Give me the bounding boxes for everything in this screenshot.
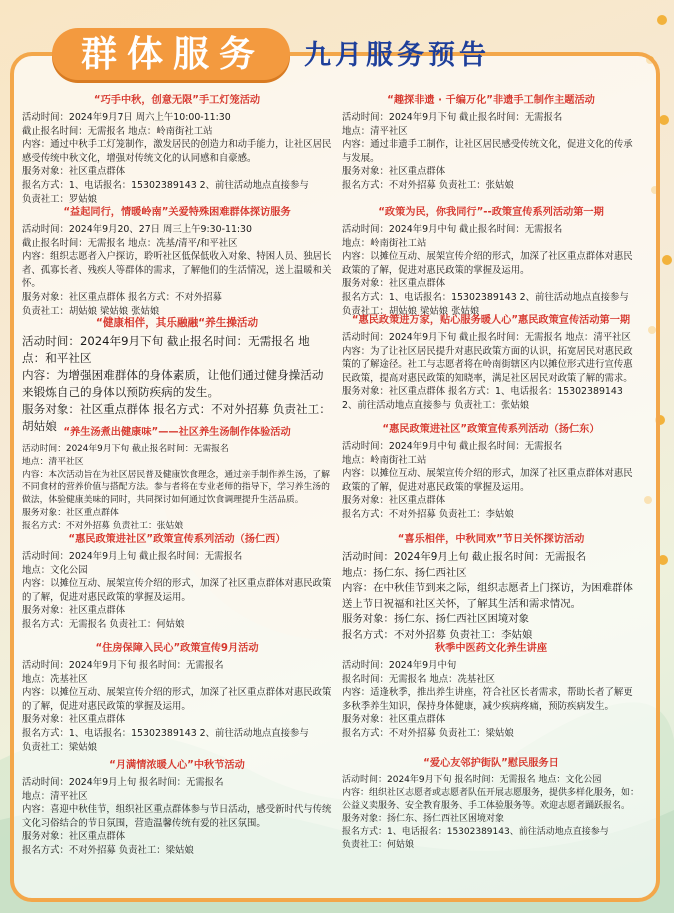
event-card: [22, 641, 332, 754]
event-line: 内容：以摊位互动、展架宣传介绍的形式，加深了社区重点群体对惠民政策的了解，促进对惠民政策的掌握及运用。: [342, 251, 633, 276]
event-card: [342, 205, 640, 318]
event-card: [342, 313, 640, 413]
event-title: “住房保障入民心”政策宣传9月活动: [95, 643, 259, 654]
event-line: 报名方式：不对外招募 负责社工：李姑娘: [342, 508, 514, 520]
event-line: 地点：岭南街社工站: [342, 454, 427, 466]
event-card: [22, 758, 332, 858]
event-line: 地点：清平社区: [342, 125, 408, 137]
event-card: [22, 425, 332, 533]
event-line: 报名方式：1、电话报名：15302389143 2、前往活动地点直接参与: [342, 291, 629, 303]
event-line: 负责社工：何姑娘: [342, 840, 415, 850]
event-line: 地点：清平社区: [22, 456, 84, 467]
event-title: “月满情浓暖人心”中秋节活动: [109, 760, 245, 771]
event-title: “健康相伴，其乐融融“养生操活动: [95, 317, 259, 329]
event-title: “益起同行，情暖岭南”关爱特殊困难群体探访服务: [63, 207, 291, 218]
event-line: 地点：扬仁东、扬仁西社区: [342, 566, 467, 579]
event-line: 报名方式：不对外招募 负责社工：梁姑娘: [342, 727, 514, 739]
event-line: 服务对象：社区重点群体: [342, 166, 446, 178]
event-line: 报名时间：无需报名 地点：冼基社区: [342, 673, 495, 685]
event-line: 活动时间：2024年9月下旬 截止报名时间：无需报名: [22, 444, 229, 454]
event-line: 活动时间：2024年9月下旬 报名时间：无需报名 地点：文化公园: [342, 775, 602, 785]
event-card: [342, 756, 640, 852]
event-line: 内容：以摊位互动、展架宣传介绍的形式，加深了社区重点群体对惠民政策的了解，促进对惠民政策的掌握及运用。: [22, 578, 332, 603]
header-title: 群体服务: [80, 34, 265, 75]
event-line: 内容：本次活动旨在为社区居民普及健康饮食理念，通过亲手制作养生汤，了解不同食材的营养价值与搭配方法。参与者将在专业老师的指导下，学习养生汤的做法，体验健康美味的同时，共同探讨如何通过饮食调理提升生活品质。: [22, 469, 330, 506]
event-line: 活动时间：2024年9月上旬 截止报名时间：无需报名: [342, 551, 587, 563]
header-subtitle: 九月服务预告: [304, 40, 490, 71]
event-line: 活动时间：2024年9月上旬 截止报名时间：无需报名: [22, 551, 243, 562]
event-card: [22, 205, 332, 318]
event-line: 报名方式：不对外招募 负责社工：张姑娘: [342, 179, 514, 191]
event-line: 地点：文化公园: [22, 564, 88, 576]
event-line: 报名方式：不对外招募 负责社工：梁姑娘: [22, 844, 194, 856]
event-line: 服务对象：社区重点群体: [22, 831, 126, 843]
event-card: [342, 93, 640, 193]
event-line: 活动时间：2024年9月下旬 截止报名时间：无需报名: [342, 112, 563, 123]
event-line: 活动时间：2024年9月中旬 截止报名时间：无需报名: [342, 224, 563, 235]
event-line: 内容：为了让社区居民提升对惠民政策方面的认识，拓宽居民对惠民政策的了解途径。社工与志愿者将在岭南街辖区内以摊位形式进行宣传惠民政策，提高对惠民政策的知晓率，满足社区居民对政策了解的需求。: [342, 345, 633, 384]
event-line: 服务对象：社区重点群体: [342, 495, 446, 507]
event-card: [342, 641, 640, 741]
event-line: 地点：冼基社区: [22, 673, 88, 685]
event-line: 负责社工：梁姑娘: [22, 741, 98, 753]
event-title: “巧手中秋，创意无限”手工灯笼活动: [93, 95, 261, 106]
event-line: 报名方式：1、电话报名：15302389143 2、前往活动地点直接参与: [22, 179, 309, 191]
event-card: [22, 532, 332, 632]
event-title: “爱心友邻护街队”慰民服务日: [423, 758, 559, 769]
event-line: 报名方式：无需报名 负责社工：何姑娘: [22, 618, 185, 630]
event-line: 活动时间：2024年9月中旬: [342, 660, 457, 671]
event-title: “政策为民，你我同行”--政策宣传系列活动第一期: [378, 207, 604, 218]
event-title: “养生汤煮出健康味”——社区养生汤制作体验活动: [63, 427, 291, 438]
event-line: 活动时间：2024年9月下旬 截止报名时间：无需报名 地点：清平社区: [342, 332, 631, 343]
event-line: 服务对象：社区重点群体: [22, 166, 126, 178]
event-line: 内容：适逢秋季，推出养生讲座，符合社区长者需求，帮助长者了解更多秋季养生知识，保持身体健康，减少疾病疼痛，预防疾病发生。: [342, 687, 633, 712]
event-line: 服务对象：扬仁东、扬仁西社区困境对象: [342, 613, 530, 626]
event-line: 负责社工：胡姑娘 梁姑娘 张姑娘: [342, 305, 480, 317]
event-line: 内容：喜迎中秋佳节，组织社区重点群体参与节日活动，感受新时代与传统文化习俗结合的节日氛围，营造温馨传统有爱的社区氛围。: [22, 804, 332, 829]
event-line: 报名方式：1、电话报名：15302389143 2、前往活动地点直接参与: [22, 727, 309, 739]
event-card: [22, 93, 332, 206]
event-line: 地点：岭南街社工站: [342, 237, 427, 249]
event-line: 服务对象：扬仁东、扬仁西社区困境对象: [342, 814, 505, 824]
event-line: 服务对象：社区重点群体 报名方式：不对外招募: [22, 291, 222, 303]
event-line: 内容：通过非遗手工制作，让社区居民感受传统文化，促进文化的传承与发展。: [342, 139, 633, 164]
event-line: 截止报名时间：无需报名 地点：冼基/清平/和平社区: [22, 237, 238, 249]
event-line: 内容：在中秋佳节到来之际，组织志愿者上门探访，为困难群体送上节日祝福和社区关怀，了解其生活和需求情况。: [342, 582, 633, 610]
event-line: 服务对象：社区重点群体: [342, 278, 446, 290]
event-line: 报名方式：1、电话报名：15302389143、前往活动地点直接参与: [342, 827, 609, 837]
event-line: 服务对象：社区重点群体: [342, 714, 446, 726]
event-card: [22, 315, 332, 435]
event-line: 服务对象：社区重点群体 报名方式：不对外招募 负责社工：胡姑娘: [22, 402, 331, 433]
event-line: 报名方式：不对外招募 负责社工：张姑娘: [22, 520, 184, 531]
event-line: 内容：通过中秋手工灯笼制作，激发居民的创造力和动手能力，让社区居民感受传统中秋文化，增强对传统文化的认同感和自豪感。: [22, 139, 332, 164]
event-line: 活动时间：2024年9月下旬 报名时间：无需报名: [22, 660, 224, 671]
event-title: “趣探非遗 · 千编万化”非遗手工制作主题活动: [387, 95, 595, 106]
event-line: 服务对象：社区重点群体: [22, 605, 126, 617]
event-line: 活动时间：2024年9月下旬 截止报名时间：无需报名 地点：和平社区: [22, 334, 310, 365]
event-line: 负责社工：罗姑娘: [22, 193, 98, 205]
event-line: 内容：以摊位互动、展架宣传介绍的形式，加深了社区重点群体对惠民政策的了解，促进对惠民政策的掌握及运用。: [342, 468, 633, 493]
event-line: 活动时间：2024年9月中旬 截止报名时间：无需报名: [342, 441, 563, 452]
event-line: 内容：组织社区志愿者或志愿者队伍开展志愿服务，提供多样化服务，如：公益义卖服务、安全教育服务、手工体验服务等。欢迎志愿者踊跃报名。: [342, 788, 640, 811]
event-title: 秋季中医药文化养生讲座: [434, 643, 548, 654]
event-line: 活动时间：2024年9月上旬 报名时间：无需报名: [22, 777, 224, 788]
event-line: 内容：为增强困难群体的身体素质，让他们通过健身操活动来锻炼自己的身体以预防疾病的发生。: [22, 368, 324, 399]
event-title: “惠民政策进社区”政策宣传系列活动（扬仁东）: [382, 424, 600, 435]
event-line: 服务对象：社区重点群体: [22, 507, 119, 518]
event-line: 2、前往活动地点直接参与 负责社工：张姑娘: [342, 399, 530, 411]
event-title: “喜乐相伴，中秋同欢”节日关怀探访活动: [397, 534, 585, 545]
event-line: 报名方式：不对外招募 负责社工：李姑娘: [342, 628, 533, 641]
event-line: 活动时间：2024年9月7日 周六上午10:00-11:30: [22, 112, 231, 123]
event-line: 截止报名时间：无需报名 地点：岭南街社工站: [22, 125, 213, 137]
event-line: 地点：清平社区: [22, 790, 88, 802]
event-line: 内容：组织志愿者入户探访，聆听社区低保低收入对象、特困人员、独居长者、孤寡长者、残疾人等群体的需求，了解他们的生活情况，送上温暖和关怀。: [22, 251, 332, 290]
event-title: “惠民政策进社区”政策宣传系列活动（扬仁西）: [68, 534, 286, 545]
event-line: 负责社工：胡姑娘 梁姑娘 张姑娘: [22, 305, 160, 317]
event-title: “惠民政策进万家，贴心服务暖人心”惠民政策宣传活动第一期: [351, 315, 631, 326]
event-card: [342, 532, 640, 644]
event-line: 内容：以摊位互动、展架宣传介绍的形式，加深了社区重点群体对惠民政策的了解，促进对惠民政策的掌握及运用。: [22, 687, 332, 712]
event-line: 活动时间：2024年9月20、27日 周三上午9:30-11:30: [22, 224, 252, 235]
event-card: [342, 422, 640, 522]
event-line: 服务对象：社区重点群体: [22, 714, 126, 726]
event-line: 服务对象：社区重点群体 报名方式：1、电话报名：15302389143: [342, 386, 623, 398]
